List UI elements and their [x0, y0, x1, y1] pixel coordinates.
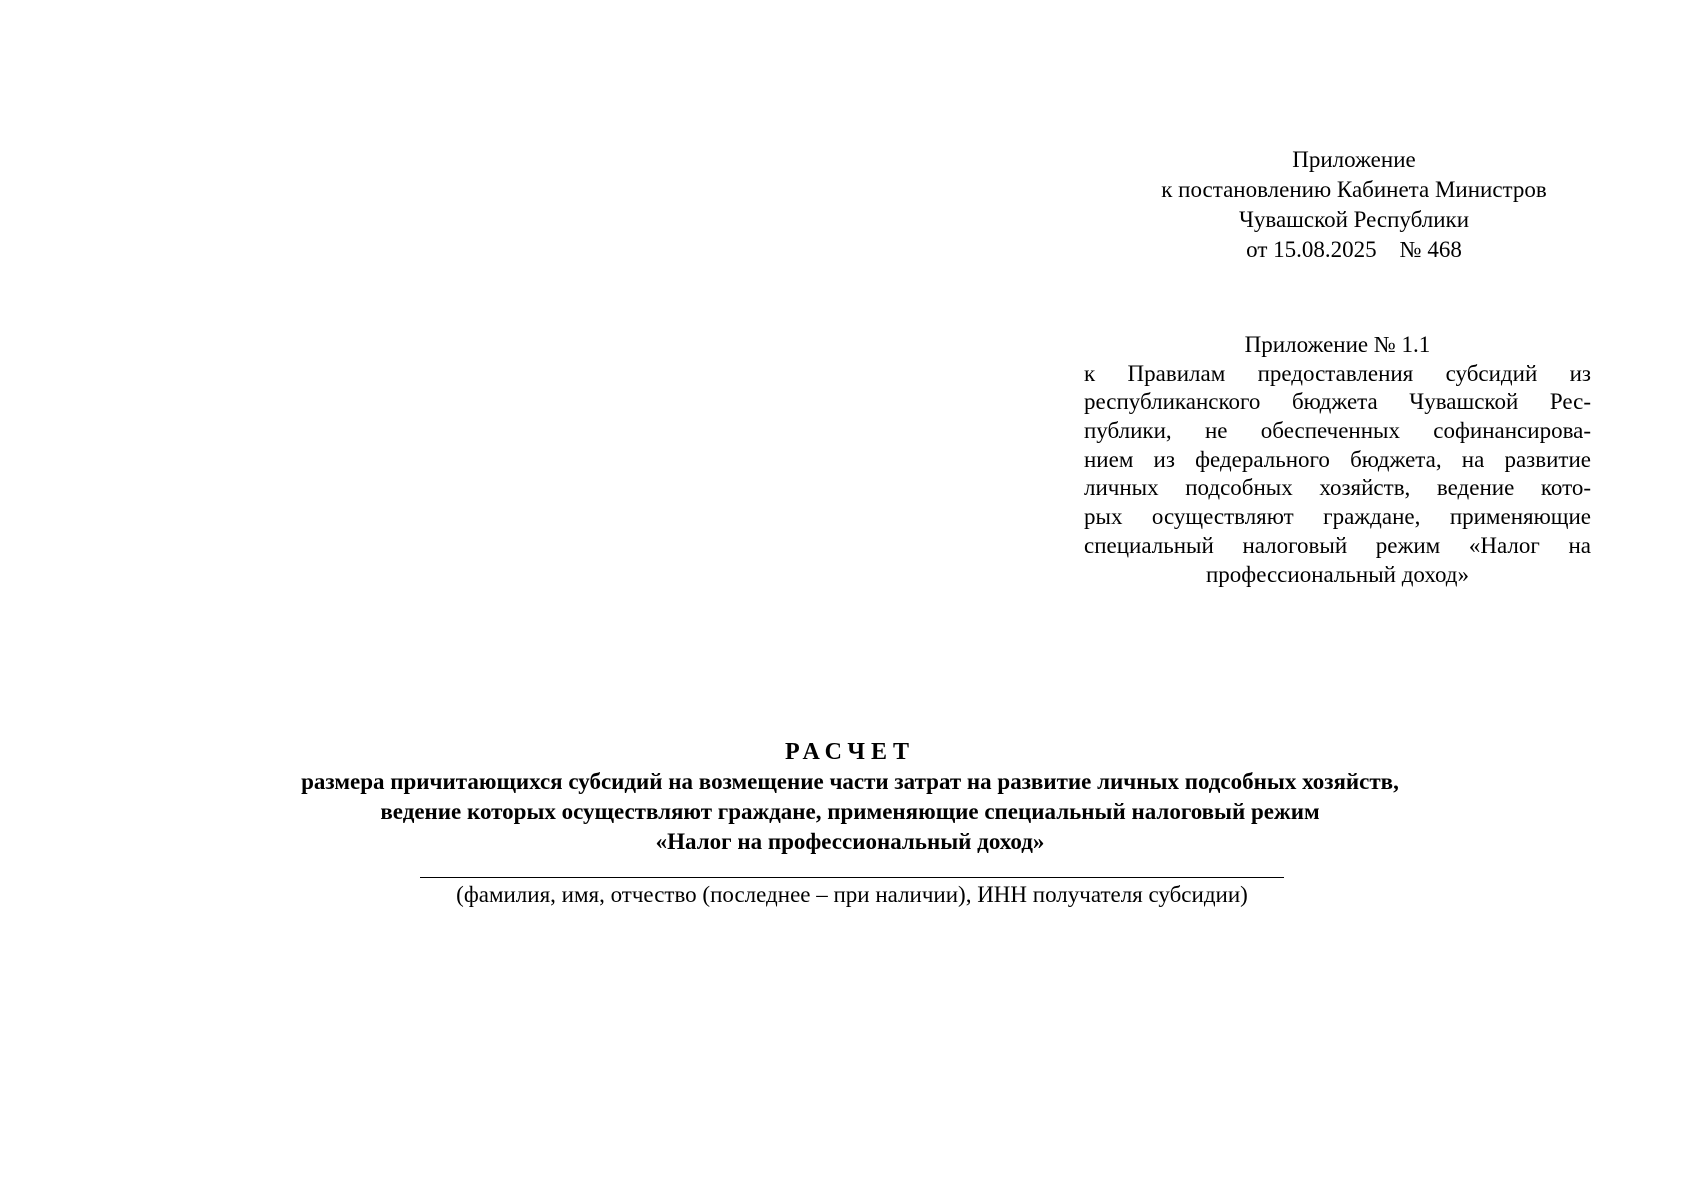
appendix-rules-line-1: к Правилам предоставления субсидий из — [1084, 360, 1591, 386]
appendix-header-line-1: Приложение — [1292, 147, 1416, 172]
appendix-header-line-2: к постановлению Кабинета Министров — [1161, 177, 1547, 202]
appendix-rules-line-3: публики, не обеспеченных софинансирова- — [1084, 418, 1591, 444]
appendix-rules-block — [1084, 331, 1591, 589]
appendix-rules-last-line: профессиональный доход» — [1205, 561, 1470, 587]
recipient-field-caption: (фамилия, имя, отчество (последнее – при наличии), ИНН получателя субсидии) — [456, 882, 1248, 907]
appendix-rules-title: Приложение № 1.1 — [1244, 332, 1431, 357]
appendix-rules-line-4: нием из федерального бюджета, на развитие — [1084, 446, 1591, 472]
document-title-main: РАСЧЕТ — [784, 739, 916, 765]
document-title — [150, 737, 1550, 857]
appendix-header — [1084, 145, 1624, 265]
recipient-fill-line — [420, 877, 1284, 878]
document-title-line-3: «Налог на профессиональный доход» — [655, 829, 1045, 854]
document-title-line-1: размера причитающихся субсидий на возмещение части затрат на развитие личных подсобных хозяйств, — [301, 769, 1399, 794]
appendix-rules-line-7: специальный налоговый режим «Налог на — [1084, 532, 1591, 558]
appendix-rules-line-6: рых осуществляют граждане, применяющие — [1084, 504, 1591, 530]
document-title-line-2: ведение которых осуществляют граждане, применяющие специальный налоговый режим — [380, 799, 1320, 824]
appendix-header-line-4: от 15.08.2025 № 468 — [1246, 237, 1462, 262]
appendix-rules-line-2: республиканского бюджета Чувашской Рес- — [1084, 389, 1591, 415]
appendix-header-line-3: Чувашской Республики — [1238, 207, 1470, 232]
appendix-rules-line-5: личных подсобных хозяйств, ведение кото- — [1084, 475, 1591, 501]
